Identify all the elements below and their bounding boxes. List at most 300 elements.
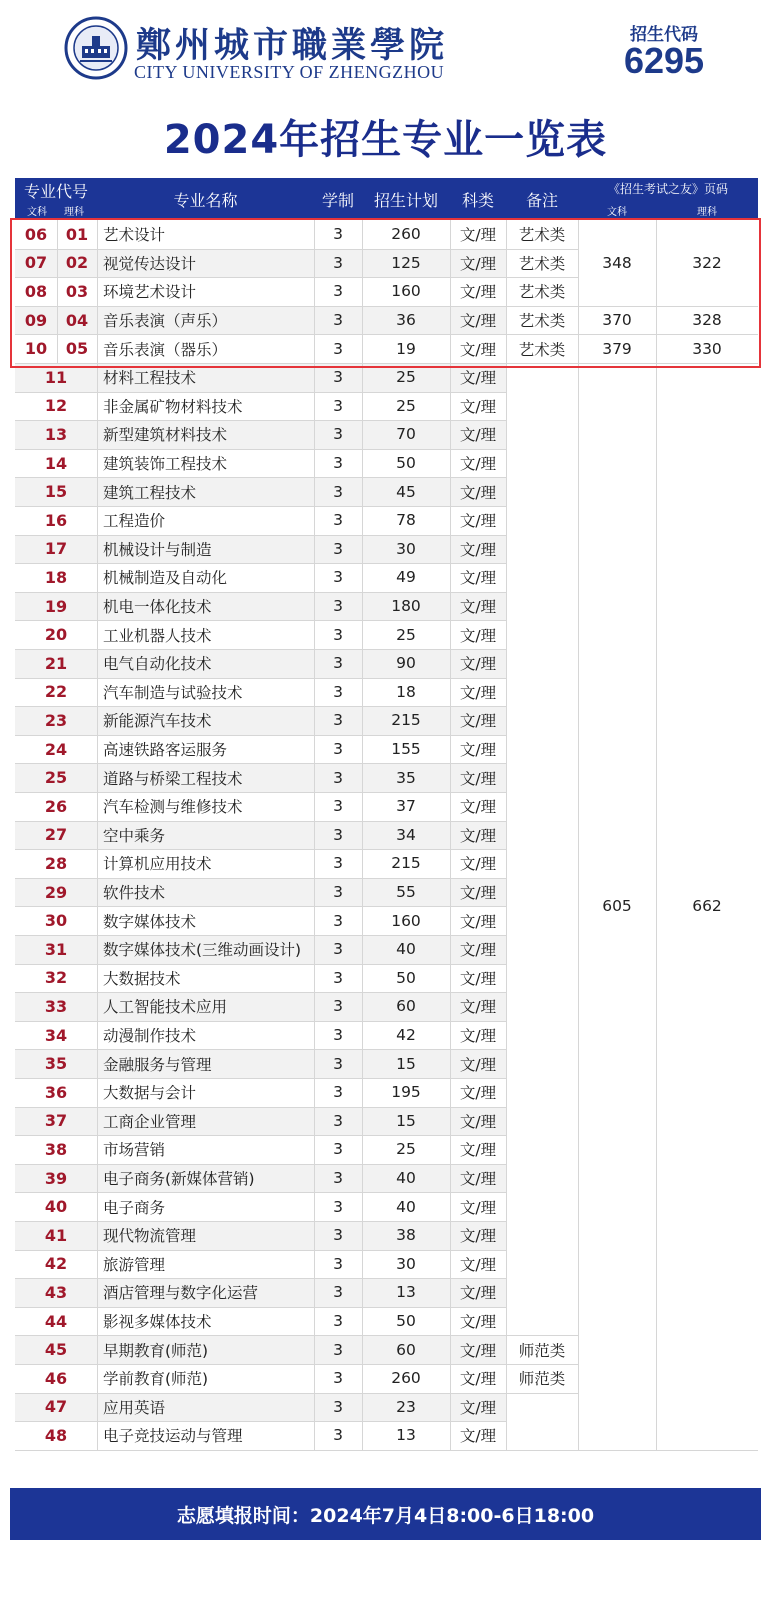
page-science-instrumental: 330 — [692, 339, 722, 358]
category-value: 文/理 — [459, 884, 497, 903]
major-code-science: 04 — [65, 310, 89, 330]
plan-value: 25 — [396, 1140, 416, 1159]
remark-divider — [506, 1393, 578, 1394]
category-value: 文/理 — [459, 340, 497, 359]
plan-value: 195 — [391, 1083, 421, 1102]
major-name: 新能源汽车技术 — [103, 712, 212, 731]
plan-value: 160 — [391, 911, 421, 930]
major-code-arts: 07 — [24, 253, 48, 273]
major-code: 44 — [44, 1311, 68, 1331]
duration-value: 3 — [333, 654, 343, 673]
remark-divider — [506, 1335, 578, 1336]
duration-value: 3 — [333, 883, 343, 902]
category-value: 文/理 — [459, 540, 497, 559]
header-page-arts: 文科 — [607, 207, 627, 218]
duration-value: 3 — [333, 311, 343, 330]
remark-value: 师范类 — [518, 1341, 566, 1360]
major-code: 13 — [44, 424, 68, 444]
plan-value: 215 — [391, 711, 421, 730]
header-page-ref: 《招生考试之友》页码 — [607, 181, 728, 196]
plan-value: 40 — [396, 1197, 416, 1216]
duration-value: 3 — [333, 854, 343, 873]
major-name: 电气自动化技术 — [103, 655, 212, 674]
col-divider — [578, 220, 579, 1450]
page-arts-general: 605 — [602, 897, 632, 916]
header-major-name: 专业名称 — [173, 190, 238, 210]
plan-value: 15 — [396, 1111, 416, 1130]
category-value: 文/理 — [459, 1398, 497, 1417]
col-divider — [362, 220, 363, 1450]
plan-value: 260 — [391, 225, 421, 244]
major-code: 48 — [44, 1425, 68, 1445]
remark-value: 艺术类 — [518, 226, 566, 245]
plan-value: 35 — [396, 768, 416, 787]
row-divider — [15, 706, 506, 707]
duration-value: 3 — [333, 1026, 343, 1045]
plan-value: 19 — [396, 339, 416, 358]
major-code: 31 — [44, 939, 68, 959]
major-code: 29 — [44, 882, 68, 902]
major-name: 金融服务与管理 — [103, 1055, 212, 1074]
major-code: 25 — [44, 768, 68, 788]
row-divider — [15, 649, 506, 650]
major-name: 计算机应用技术 — [103, 855, 212, 874]
major-name: 艺术设计 — [103, 226, 166, 245]
major-name: 道路与桥梁工程技术 — [103, 769, 243, 788]
major-name: 电子竞技运动与管理 — [103, 1427, 243, 1446]
plan-value: 70 — [396, 425, 416, 444]
major-name: 人工智能技术应用 — [103, 998, 228, 1017]
row-divider — [15, 1164, 506, 1165]
row-divider — [15, 420, 506, 421]
duration-value: 3 — [333, 1312, 343, 1331]
col-divider — [656, 220, 657, 1450]
major-code: 26 — [44, 796, 68, 816]
duration-value: 3 — [333, 625, 343, 644]
major-code: 12 — [44, 396, 68, 416]
plan-value: 125 — [391, 253, 421, 272]
row-divider — [15, 506, 506, 507]
header-plan: 招生计划 — [373, 190, 438, 210]
duration-value: 3 — [333, 1111, 343, 1130]
row-divider — [15, 763, 506, 764]
duration-value: 3 — [333, 797, 343, 816]
category-value: 文/理 — [459, 483, 497, 502]
category-value: 文/理 — [459, 912, 497, 931]
category-value: 文/理 — [459, 712, 497, 731]
category-value: 文/理 — [459, 769, 497, 788]
header-duration: 学制 — [321, 190, 354, 210]
duration-value: 3 — [333, 968, 343, 987]
col-divider — [506, 220, 507, 1450]
major-code-arts: 08 — [24, 281, 48, 301]
duration-value: 3 — [333, 425, 343, 444]
plan-value: 36 — [396, 311, 416, 330]
col-divider — [450, 220, 451, 1450]
major-name: 环境艺术设计 — [103, 283, 197, 302]
category-value: 文/理 — [459, 1112, 497, 1131]
category-value: 文/理 — [459, 1284, 497, 1303]
major-name: 学前教育(师范) — [103, 1370, 209, 1389]
category-value: 文/理 — [459, 1341, 497, 1360]
plan-value: 50 — [396, 1312, 416, 1331]
duration-value: 3 — [333, 740, 343, 759]
plan-value: 260 — [391, 1369, 421, 1388]
major-name: 工商企业管理 — [103, 1112, 197, 1131]
duration-value: 3 — [333, 1369, 343, 1388]
major-name: 早期教育(师范) — [103, 1341, 209, 1360]
row-divider — [15, 678, 506, 679]
duration-value: 3 — [333, 1197, 343, 1216]
row-divider — [15, 1250, 506, 1251]
major-name: 应用英语 — [103, 1398, 166, 1417]
major-code: 27 — [44, 825, 68, 845]
row-divider — [15, 1021, 506, 1022]
duration-value: 3 — [333, 997, 343, 1016]
plan-value: 25 — [396, 368, 416, 387]
duration-value: 3 — [333, 454, 343, 473]
major-name: 视觉传达设计 — [103, 254, 197, 273]
major-name: 音乐表演（声乐） — [103, 312, 228, 331]
header — [0, 0, 771, 163]
table-bottom — [15, 1450, 758, 1451]
plan-value: 34 — [396, 825, 416, 844]
row-divider — [15, 964, 506, 965]
col-divider — [314, 220, 315, 1450]
major-code: 14 — [44, 453, 68, 473]
row-divider — [15, 1049, 506, 1050]
major-name: 建筑工程技术 — [103, 483, 197, 502]
category-value: 文/理 — [459, 569, 497, 588]
duration-value: 3 — [333, 1169, 343, 1188]
plan-value: 60 — [396, 1340, 416, 1359]
row-divider — [15, 1393, 506, 1394]
major-name: 机械制造及自动化 — [103, 569, 228, 588]
major-code: 23 — [44, 710, 68, 730]
duration-value: 3 — [333, 1083, 343, 1102]
duration-value: 3 — [333, 1054, 343, 1073]
duration-value: 3 — [333, 1254, 343, 1273]
duration-value: 3 — [333, 482, 343, 501]
major-name: 建筑装饰工程技术 — [103, 455, 228, 474]
major-name: 大数据与会计 — [103, 1084, 197, 1103]
header-page-science: 理科 — [697, 207, 717, 218]
major-code: 33 — [44, 996, 68, 1016]
row-divider — [15, 1307, 506, 1308]
plan-value: 23 — [396, 1397, 416, 1416]
remark-value: 艺术类 — [518, 340, 566, 359]
major-name: 软件技术 — [103, 884, 166, 903]
plan-value: 215 — [391, 854, 421, 873]
duration-value: 3 — [333, 1340, 343, 1359]
row-divider — [15, 792, 506, 793]
plan-value: 15 — [396, 1054, 416, 1073]
major-name: 电子商务 — [103, 1198, 166, 1217]
remark-divider — [506, 1364, 578, 1365]
plan-value: 40 — [396, 1169, 416, 1188]
major-name: 现代物流管理 — [103, 1227, 197, 1246]
duration-value: 3 — [333, 225, 343, 244]
row-divider — [15, 1421, 506, 1422]
plan-value: 37 — [396, 797, 416, 816]
plan-value: 30 — [396, 539, 416, 558]
major-code: 24 — [44, 739, 68, 759]
major-code: 28 — [44, 853, 68, 873]
duration-value: 3 — [333, 539, 343, 558]
major-name: 高速铁路客运服务 — [103, 741, 228, 760]
duration-value: 3 — [333, 825, 343, 844]
duration-value: 3 — [333, 597, 343, 616]
category-value: 文/理 — [459, 598, 497, 617]
duration-value: 3 — [333, 1283, 343, 1302]
plan-value: 60 — [396, 997, 416, 1016]
category-value: 文/理 — [459, 683, 497, 702]
row-divider — [15, 620, 506, 621]
category-value: 文/理 — [459, 1227, 497, 1246]
plan-value: 160 — [391, 282, 421, 301]
duration-value: 3 — [333, 682, 343, 701]
category-value: 文/理 — [459, 969, 497, 988]
category-value: 文/理 — [459, 1055, 497, 1074]
major-name: 动漫制作技术 — [103, 1027, 197, 1046]
enroll-code: 6295 — [623, 40, 705, 81]
duration-value: 3 — [333, 368, 343, 387]
category-value: 文/理 — [459, 226, 497, 245]
major-name: 工程造价 — [103, 512, 166, 531]
remark-value: 师范类 — [518, 1370, 566, 1389]
major-code: 38 — [44, 1139, 68, 1159]
header-code-science: 理科 — [64, 207, 84, 218]
page-science-vocal: 328 — [692, 311, 722, 330]
plan-value: 50 — [396, 968, 416, 987]
category-value: 文/理 — [459, 1027, 497, 1046]
category-value: 文/理 — [459, 369, 497, 388]
category-value: 文/理 — [459, 1198, 497, 1217]
page-arts-art-group: 348 — [602, 253, 632, 272]
major-code: 40 — [44, 1197, 68, 1217]
major-code-science: 05 — [65, 339, 89, 359]
major-code: 30 — [44, 911, 68, 931]
row-divider — [15, 1078, 506, 1079]
enroll-code-label: 招生代码 — [630, 25, 698, 45]
category-value: 文/理 — [459, 1313, 497, 1332]
major-code: 43 — [44, 1282, 68, 1302]
major-code: 47 — [44, 1397, 68, 1417]
row-divider — [15, 992, 506, 993]
table-header — [15, 178, 758, 220]
major-code: 11 — [44, 367, 68, 387]
remark-value: 艺术类 — [518, 283, 566, 302]
major-code-science: 03 — [65, 281, 89, 301]
plan-value: 18 — [396, 682, 416, 701]
duration-value: 3 — [333, 1426, 343, 1445]
duration-value: 3 — [333, 768, 343, 787]
col-divider — [97, 220, 98, 1450]
category-value: 文/理 — [459, 397, 497, 416]
header-category: 科类 — [461, 190, 494, 210]
row-divider — [15, 935, 506, 936]
major-code: 18 — [44, 567, 68, 587]
category-value: 文/理 — [459, 741, 497, 760]
category-value: 文/理 — [459, 1141, 497, 1160]
category-value: 文/理 — [459, 1427, 497, 1446]
major-name: 机械设计与制造 — [103, 540, 212, 559]
major-name: 大数据技术 — [103, 969, 181, 988]
major-code-science: 02 — [65, 253, 89, 273]
category-value: 文/理 — [459, 455, 497, 474]
plan-value: 45 — [396, 482, 416, 501]
category-value: 文/理 — [459, 283, 497, 302]
row-divider — [15, 906, 506, 907]
plan-value: 38 — [396, 1226, 416, 1245]
category-value: 文/理 — [459, 512, 497, 531]
major-code-science: 01 — [65, 224, 89, 244]
row-divider — [15, 1278, 506, 1279]
row-divider — [15, 1364, 506, 1365]
major-code: 46 — [44, 1368, 68, 1388]
row-divider — [15, 1335, 506, 1336]
row-divider — [15, 735, 506, 736]
row-divider — [15, 535, 506, 536]
row-divider — [15, 449, 506, 450]
major-code: 34 — [44, 1025, 68, 1045]
plan-value: 30 — [396, 1254, 416, 1273]
category-value: 文/理 — [459, 655, 497, 674]
major-name: 汽车检测与维修技术 — [103, 798, 243, 817]
major-name: 非金属矿物材料技术 — [103, 397, 243, 416]
plan-value: 78 — [396, 511, 416, 530]
page-science-general: 662 — [692, 897, 722, 916]
duration-value: 3 — [333, 282, 343, 301]
plan-value: 55 — [396, 883, 416, 902]
category-value: 文/理 — [459, 798, 497, 817]
school-logo-icon — [64, 16, 128, 80]
major-code: 19 — [44, 596, 68, 616]
page-arts-vocal: 370 — [602, 311, 632, 330]
duration-value: 3 — [333, 396, 343, 415]
row-divider — [15, 563, 506, 564]
category-value: 文/理 — [459, 1170, 497, 1189]
row-divider — [15, 392, 506, 393]
major-name: 音乐表演（器乐） — [103, 340, 228, 359]
major-name: 旅游管理 — [103, 1255, 166, 1274]
header-major-code: 专业代号 — [23, 181, 88, 201]
header-code-arts: 文科 — [27, 207, 47, 218]
duration-value: 3 — [333, 511, 343, 530]
major-name: 工业机器人技术 — [103, 626, 212, 645]
plan-value: 49 — [396, 568, 416, 587]
row-divider — [15, 1221, 506, 1222]
category-value: 文/理 — [459, 626, 497, 645]
category-value: 文/理 — [459, 254, 497, 273]
major-code: 21 — [44, 653, 68, 673]
major-name: 电子商务(新媒体营销) — [103, 1170, 255, 1189]
major-code: 37 — [44, 1111, 68, 1131]
plan-value: 90 — [396, 654, 416, 673]
row-divider — [15, 849, 506, 850]
plan-value: 50 — [396, 454, 416, 473]
art-majors-highlight-box — [10, 218, 761, 368]
page-arts-instrumental: 379 — [602, 339, 632, 358]
major-code: 45 — [44, 1340, 68, 1360]
major-name: 数字媒体技术 — [103, 912, 197, 931]
category-value: 文/理 — [459, 826, 497, 845]
major-name: 酒店管理与数字化运营 — [103, 1284, 259, 1303]
category-value: 文/理 — [459, 998, 497, 1017]
row-divider — [15, 1192, 506, 1193]
application-deadline-banner: 志愿填报时间：2024年7月4日8:00-6日18:00 — [10, 1488, 761, 1540]
school-name-en: CITY UNIVERSITY OF ZHENGZHOU — [134, 62, 445, 82]
category-value: 文/理 — [459, 1084, 497, 1103]
category-value: 文/理 — [459, 941, 497, 960]
major-name: 机电一体化技术 — [103, 598, 212, 617]
header-remark: 备注 — [525, 190, 558, 210]
duration-value: 3 — [333, 911, 343, 930]
row-divider — [15, 821, 506, 822]
plan-value: 155 — [391, 740, 421, 759]
plan-value: 25 — [396, 396, 416, 415]
major-name: 空中乘务 — [103, 826, 166, 845]
major-code: 32 — [44, 968, 68, 988]
major-code: 15 — [44, 482, 68, 502]
duration-value: 3 — [333, 1397, 343, 1416]
plan-value: 40 — [396, 940, 416, 959]
major-name: 影视多媒体技术 — [103, 1313, 212, 1332]
row-divider — [15, 878, 506, 879]
category-value: 文/理 — [459, 312, 497, 331]
major-name: 材料工程技术 — [103, 369, 197, 388]
plan-value: 180 — [391, 597, 421, 616]
major-name: 市场营销 — [103, 1141, 166, 1160]
major-code: 41 — [44, 1225, 68, 1245]
duration-value: 3 — [333, 568, 343, 587]
row-divider — [15, 477, 506, 478]
category-value: 文/理 — [459, 1370, 497, 1389]
major-code: 16 — [44, 510, 68, 530]
plan-value: 42 — [396, 1026, 416, 1045]
row-divider — [15, 592, 506, 593]
major-code: 35 — [44, 1054, 68, 1074]
remark-value: 艺术类 — [518, 254, 566, 273]
major-name: 新型建筑材料技术 — [103, 426, 228, 445]
major-code-arts: 10 — [24, 339, 48, 359]
row-divider — [15, 1135, 506, 1136]
category-value: 文/理 — [459, 855, 497, 874]
duration-value: 3 — [333, 339, 343, 358]
row-divider — [15, 1107, 506, 1108]
duration-value: 3 — [333, 940, 343, 959]
remark-value: 艺术类 — [518, 312, 566, 331]
duration-value: 3 — [333, 711, 343, 730]
major-code: 42 — [44, 1254, 68, 1274]
plan-value: 13 — [396, 1426, 416, 1445]
page-title: 2024年招生专业一览表 — [163, 117, 608, 163]
plan-value: 13 — [396, 1283, 416, 1302]
duration-value: 3 — [333, 1226, 343, 1245]
major-name: 汽车制造与试验技术 — [103, 683, 243, 702]
duration-value: 3 — [333, 1140, 343, 1159]
major-code: 22 — [44, 682, 68, 702]
major-code: 39 — [44, 1168, 68, 1188]
category-value: 文/理 — [459, 426, 497, 445]
major-name: 数字媒体技术(三维动画设计) — [103, 941, 302, 960]
major-code-arts: 09 — [24, 310, 48, 330]
major-code: 17 — [44, 539, 68, 559]
category-value: 文/理 — [459, 1255, 497, 1274]
plan-value: 25 — [396, 625, 416, 644]
school-name-cn: 鄭州城市職業學院 — [136, 25, 449, 66]
major-code: 20 — [44, 625, 68, 645]
